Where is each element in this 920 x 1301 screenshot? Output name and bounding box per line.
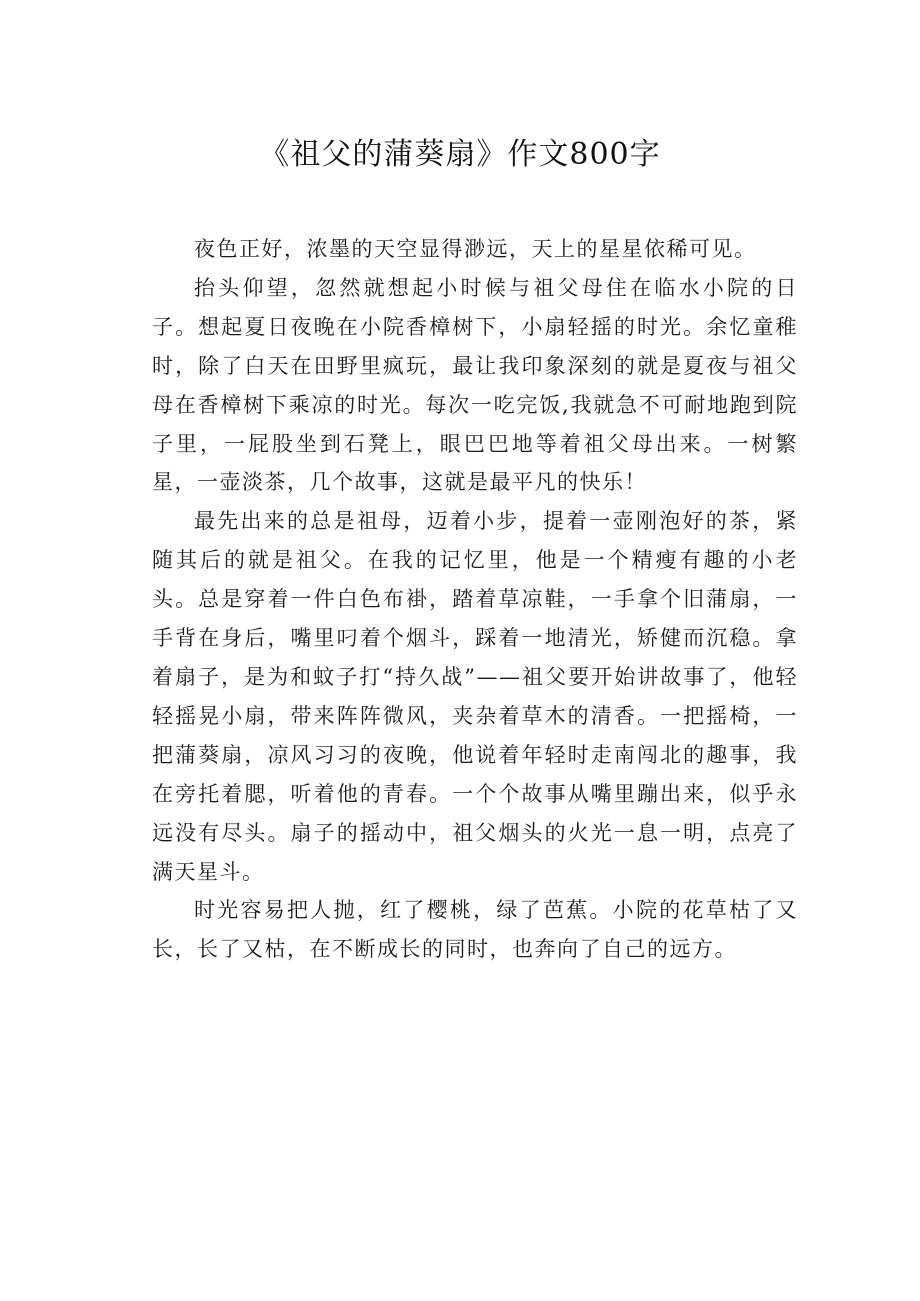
paragraph: 夜色正好，浓墨的天空显得渺远，天上的星星依稀可见。 bbox=[194, 237, 757, 261]
paragraph: 抬头仰望，忽然就想起小时候与祖父母住在临水小院的日子。想起夏日夜晚在小院香樟树下，小扇轻摇的时光。余忆童稚时，除了白天在田野里疯玩，最让我印象深刻的就是夏夜与祖父母在香樟树下乘凉的时光。每次一吃完饭,我就急不可耐地跑到院子里，一屁股坐到石凳上，眼巴巴地等着祖父母出来。一树繁星，一壶淡茶，几个故事，这就是最平凡的快乐！ bbox=[152, 275, 798, 495]
document-body bbox=[152, 230, 798, 969]
paragraph: 最先出来的总是祖母，迈着小步，提着一壶刚泡好的茶，紧随其后的就是祖父。在我的记忆里，他是一个精瘦有趣的小老头。总是穿着一件白色布褂，踏着草凉鞋，一手拿个旧蒲扇，一手背在身后，嘴里叼着个烟斗，踩着一地清光，矫健而沉稳。拿着扇子，是为和蚊子打“持久战”——祖父要开始讲故事了，他轻轻摇晃小扇，带来阵阵微风，夹杂着草木的清香。一把摇椅，一把蒲葵扇，凉风习习的夜晚，他说着年轻时走南闯北的趣事，我在旁托着腮，听着他的青春。一个个故事从嘴里蹦出来，似乎永远没有尽头。扇子的摇动中，祖父烟头的火光一息一明，点亮了满天星斗。 bbox=[152, 509, 798, 884]
paragraph: 时光容易把人抛，红了樱桃，绿了芭蕉。小院的花草枯了又长，长了又枯，在不断成长的同时，也奔向了自己的远方。 bbox=[152, 898, 798, 962]
document-title: 《祖父的蒲葵扇》作文800字 bbox=[259, 137, 661, 172]
